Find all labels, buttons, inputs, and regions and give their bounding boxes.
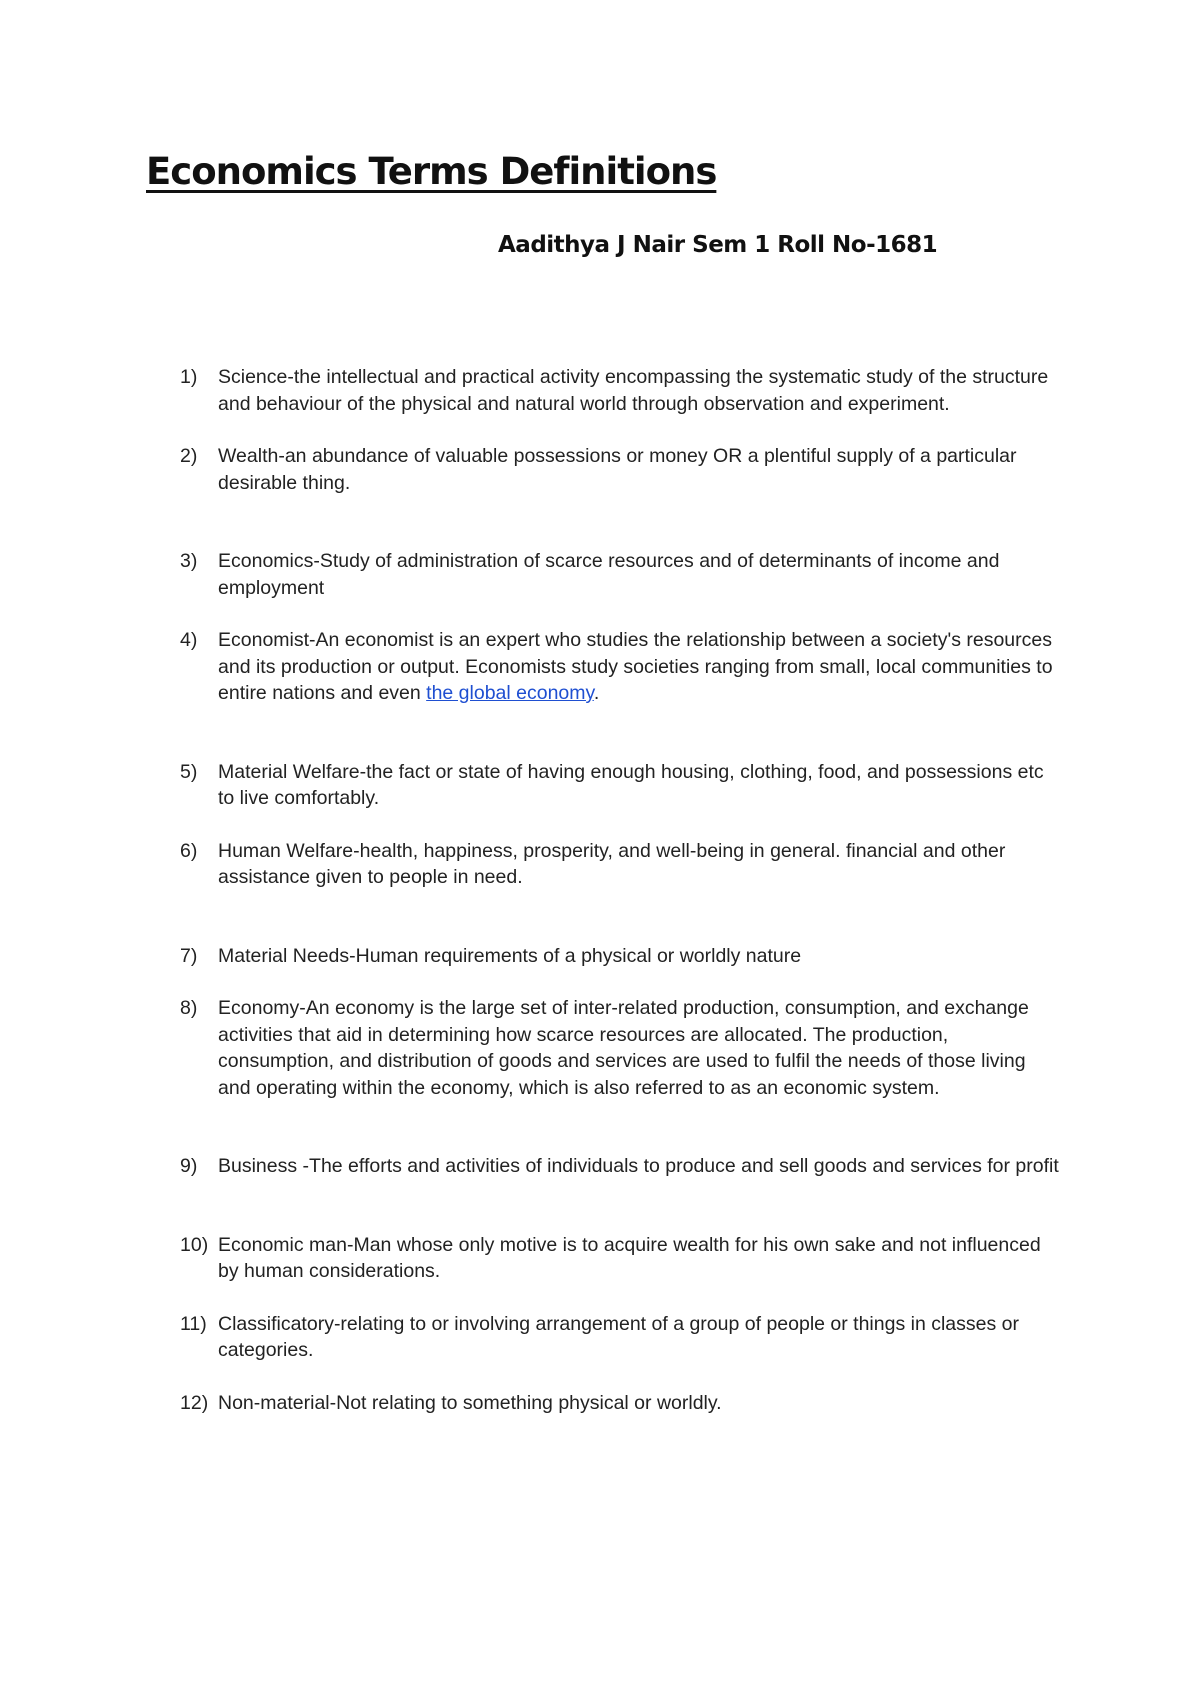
definition-item [180, 443, 1060, 496]
definition-text: Material Needs-Human requirements of a physical or worldly nature [218, 944, 802, 967]
definitions-list [180, 364, 1060, 1442]
definition-text: Wealth-an abundance of valuable possessions or money OR a plentiful supply of a particular desirable thing. [218, 445, 1017, 494]
definition-text: Non-material-Not relating to something physical or worldly. [218, 1391, 722, 1414]
definition-text: Human Welfare-health, happiness, prosperity, and well-being in general. financial and other assistance given to people in need. [218, 839, 1006, 888]
definition-text: Economy-An economy is the large set of inter-related production, consumption, and exchange activities that aid in determining how scarce resources are allocated. The production, consumption, and distribution of goods and services are used to fulfil the needs of those living and operating within the economy, which is also referred to as an economic system. [218, 997, 1029, 1099]
definition-item [180, 759, 1060, 812]
definition-text: Economic man-Man whose only motive is to acquire wealth for his own sake and not influenced by human considerations. [218, 1233, 1041, 1282]
definition-text-end: . [593, 682, 600, 704]
item-number: 5) [180, 760, 198, 783]
definition-text: Material Welfare-the fact or state of having enough housing, clothing, food, and possessions etc to live comfortably. [218, 760, 1044, 809]
author-line: Aadithya J Nair Sem 1 Roll No-1681 [498, 232, 938, 258]
definition-text-body: Economist-An economist is an expert who studies the relationship between a society's resources and its production or output. Economists study societies ranging from small, local communities to entire nations and even [218, 629, 1053, 704]
item-number: 4) [180, 629, 198, 651]
definition-item [180, 995, 1060, 1101]
definition-text: Science-the intellectual and practical activity encompassing the systematic study of the structure and behaviour of the physical and natural world through observation and experiment. [218, 366, 1049, 415]
item-number: 1) [180, 366, 198, 388]
definition-item [180, 838, 1060, 891]
definition-item [180, 1232, 1060, 1285]
definition-item [180, 1153, 1060, 1180]
definition-text: Classificatory-relating to or involving arrangement of a group of people or things in classes or categories. [218, 1312, 1019, 1361]
item-number: 10) [180, 1233, 209, 1256]
definition-item [180, 943, 1060, 970]
item-number: 2) [180, 445, 198, 467]
definition-item [180, 627, 1060, 707]
definition-text: Economics-Study of administration of scarce resources and of determinants of income and employment [218, 550, 1000, 599]
item-number: 9) [180, 1155, 198, 1177]
definition-text: Business -The efforts and activities of individuals to produce and sell goods and services for profit [218, 1155, 1059, 1177]
item-number: 7) [180, 944, 198, 967]
global-economy-link[interactable]: the global economy [426, 682, 594, 704]
item-number: 12) [180, 1391, 209, 1414]
document-title: Economics Terms Definitions [146, 150, 717, 193]
definition-item [180, 364, 1060, 417]
definition-item [180, 1311, 1060, 1364]
definition-item [180, 548, 1060, 601]
item-number: 6) [180, 839, 198, 862]
item-number: 8) [180, 997, 198, 1019]
item-number: 11) [180, 1312, 207, 1335]
definition-item [180, 1390, 1060, 1417]
item-number: 3) [180, 550, 198, 572]
definition-text [218, 627, 1060, 707]
